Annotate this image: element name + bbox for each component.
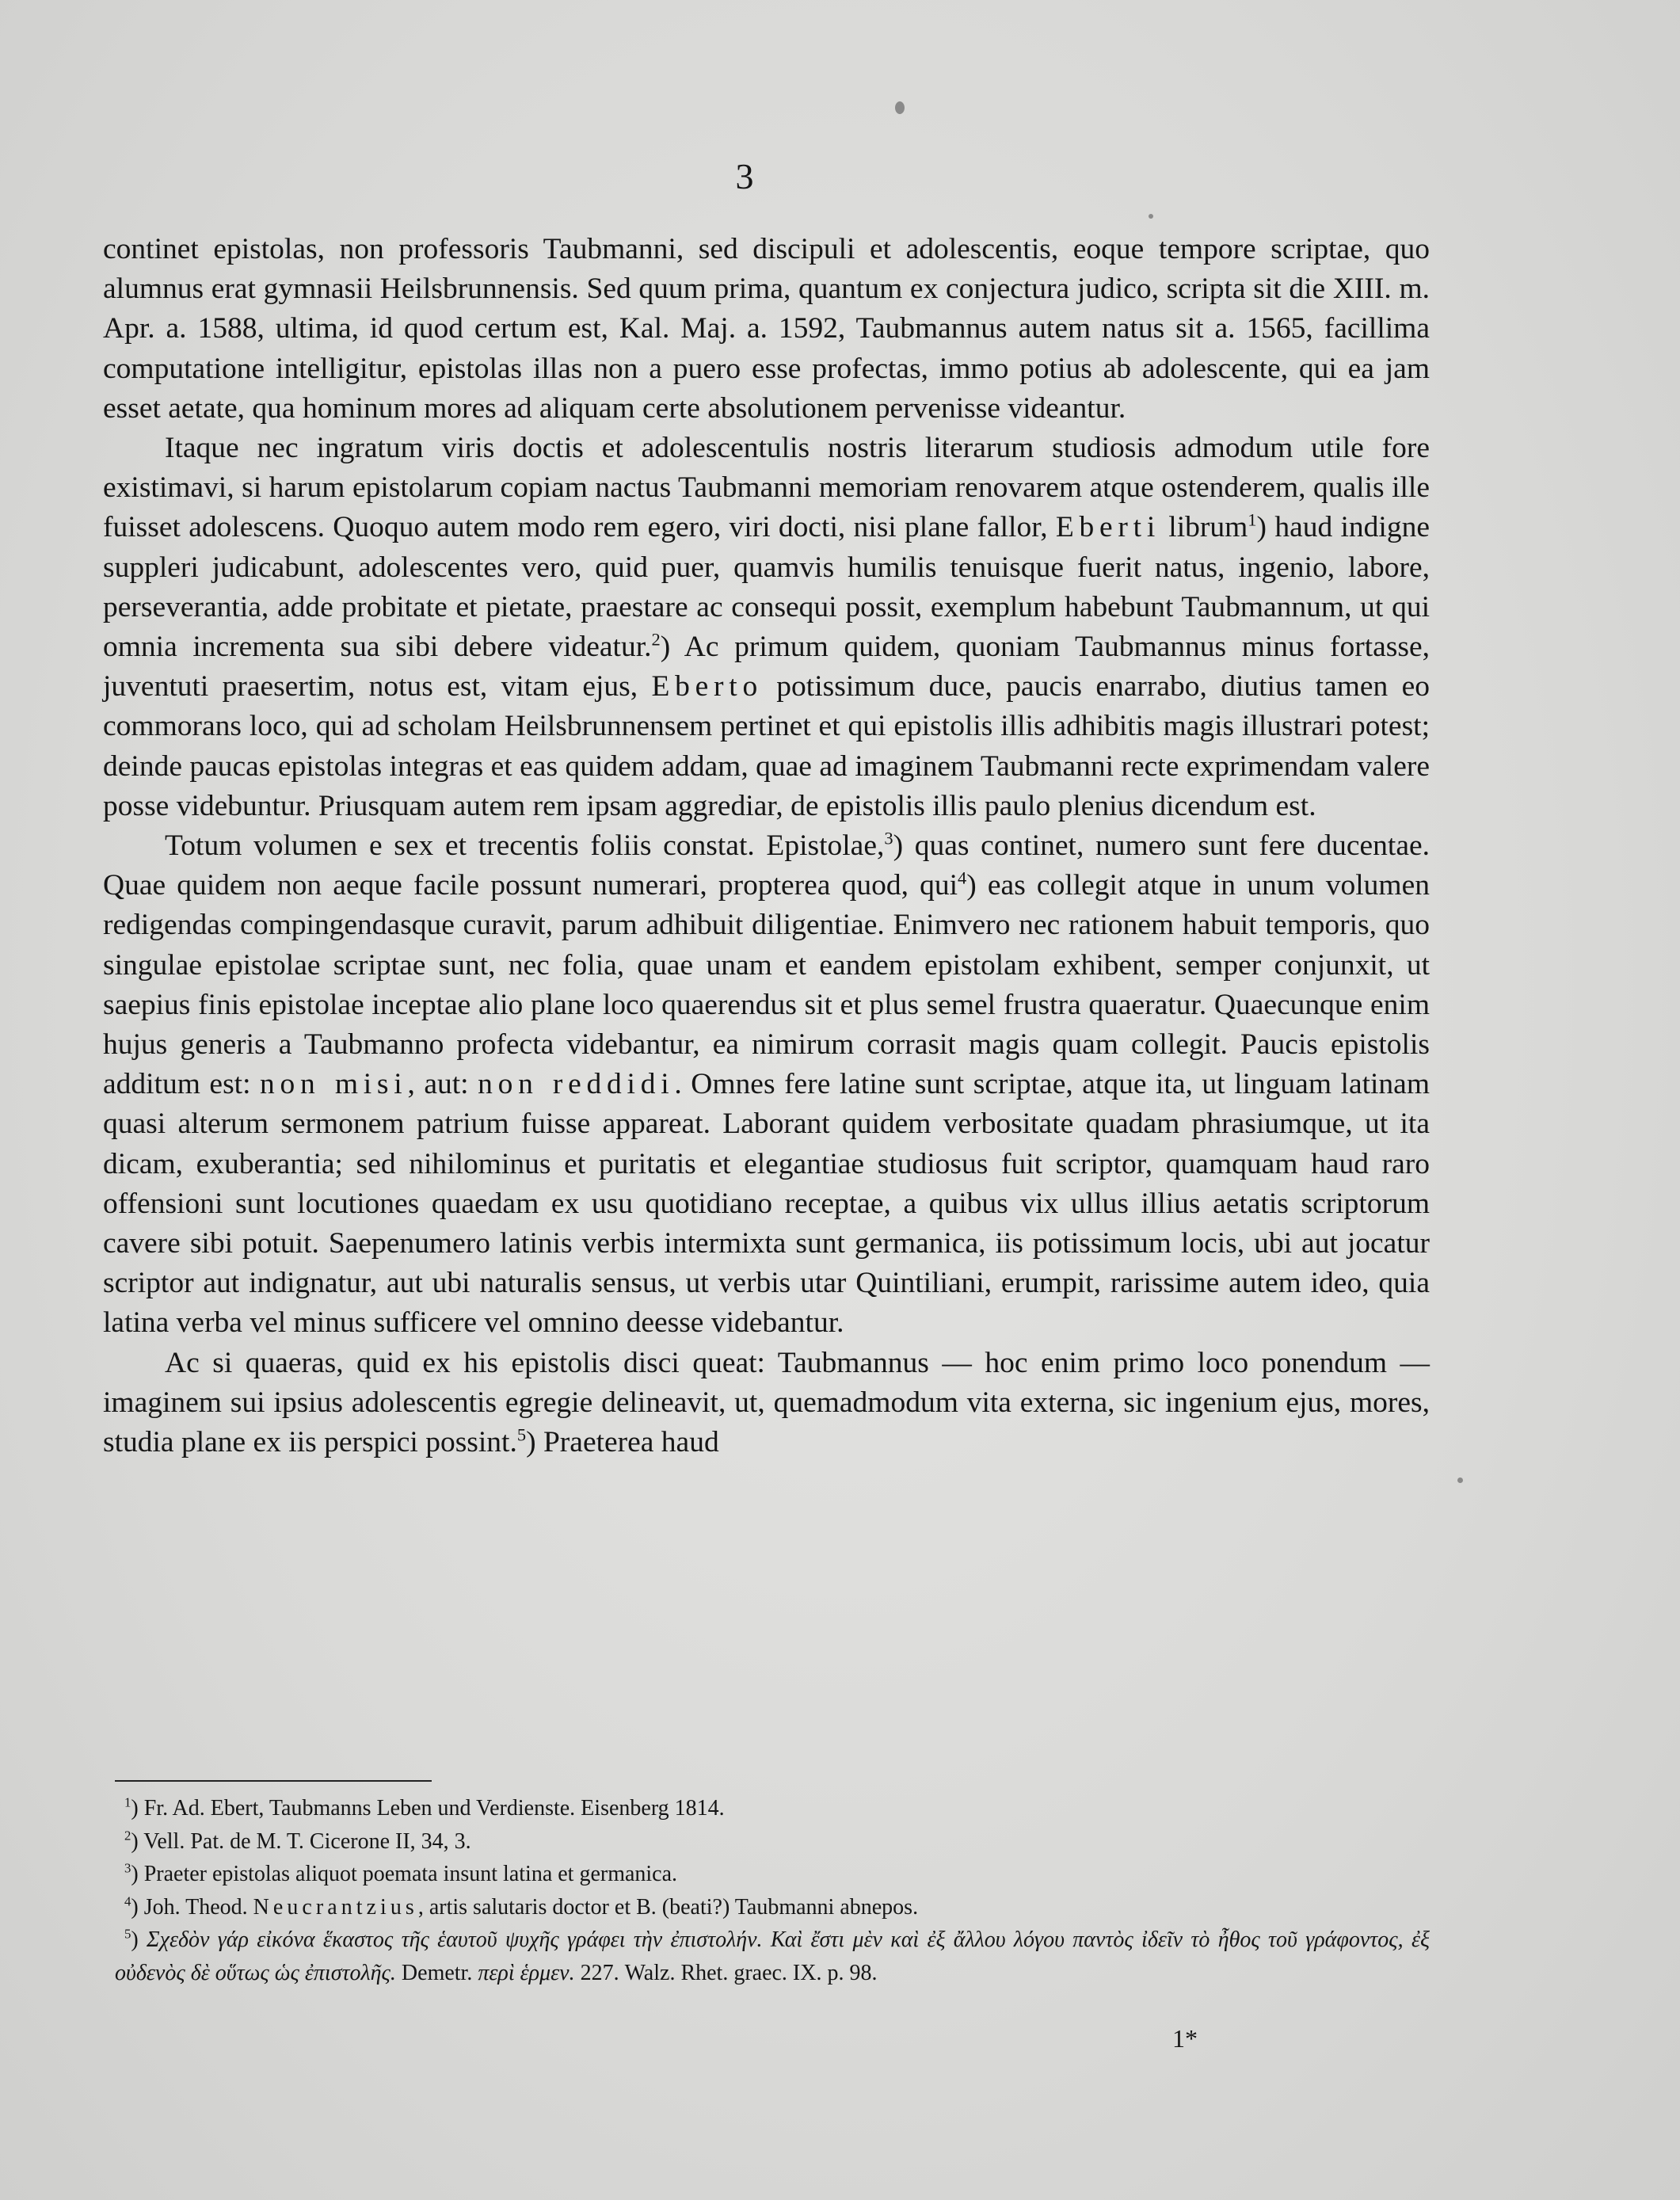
ink-speck (895, 101, 905, 114)
text-run: potissimum duce, paucis enarrabo, diutius tamen eo commorans loco, qui ad scholam Heilsbrunnensem pertinet et qui epistolis illis adhibitis magis illustrari potest; deinde paucas epistolas integras et eas quidem addam, quae ad imaginem Taubmanni recte exprimendam valere posse videbuntur. Priusquam autem rem ipsam aggrediar, de epistolis illis paulo plenius dicendum est. (103, 670, 1430, 822)
footnote-ref-1: 1 (1248, 509, 1257, 530)
page-number: 3 (735, 156, 754, 196)
text-run: ) haud indigne suppleri judicabunt, adolescentes vero, quid puer, quamvis humilis tenuisque fuerit natus, ingenio, labore, perseverantia, adde probitate et pietate, praestare ac consequi possit, exemplum habebunt Taubmannum, ut qui omnia incrementa sua sibi debere videatur. (103, 511, 1430, 664)
footnote-1 (115, 1792, 1430, 1825)
spaced-name-eberto: Eberto (651, 670, 763, 703)
footnotes (115, 1792, 1430, 1989)
ink-speck (1457, 1477, 1463, 1483)
footnote-mark: 1 (124, 1794, 131, 1810)
footnote-4 (115, 1891, 1430, 1924)
paragraph-1: continet epistolas, non professoris Taubmanni, sed discipuli et adolescentis, eoque tempore scriptae, quo alumnus erat gymnasii Heilsbrunnensis. Sed quum prima, quantum ex conjectura judico, scripta sit die XIII. m. Apr. a. 1588, ultima, id quod certum est, Kal. Maj. a. 1592, Taubmannus autem natus sit a. 1565, facillima computatione intelligitur, epistolas illas non a puero esse profectas, immo potius ab adolescente, qui ea jam esset aetate, qua hominum mores ad aliquam certe absolutionem pervenisse videantur. (103, 233, 1430, 425)
footnote-5 (115, 1924, 1430, 1989)
text-run: , aut: (407, 1068, 478, 1101)
ink-speck (1149, 214, 1153, 219)
footnote-ref-3: 3 (884, 828, 893, 848)
paragraph-2 (103, 429, 1430, 826)
footnote-ref-2: 2 (651, 629, 661, 650)
footnote-mark: 3 (124, 1860, 131, 1876)
footnote-mark: 2 (124, 1828, 131, 1844)
main-text (103, 230, 1430, 1462)
text-run: Ac si quaeras, quid ex his epistolis disci queat: Taubmannus — hoc enim primo loco ponendum — imaginem sui ipsius adolescentis egregie delineavit, ut, quemadmodum vita externa, sic ingenium ejus, mores, studia plane ex iis perspici possint. (103, 1346, 1430, 1459)
footnote-mark: 4 (124, 1893, 131, 1909)
text-run: Totum volumen e sex et trecentis foliis constat. Epistolae, (165, 829, 885, 863)
footnote-text: , artis salutaris doctor et B. (beati?) Taubmanni abnepos. (417, 1894, 919, 1920)
footnote-text: Demetr. (395, 1960, 478, 1985)
footnote-divider (115, 1780, 432, 1782)
footnote-ref-5: 5 (516, 1424, 527, 1445)
signature-mark: 1* (1172, 2024, 1198, 2053)
spaced-quote-non-reddidi: non reddidi (478, 1068, 675, 1101)
text-run: ) Ac primum quidem, quoniam Taubmannus minus fortasse, juventuti praesertim, notus est, vitam ejus, (103, 631, 1430, 703)
paragraph-4 (103, 1344, 1430, 1463)
spaced-name-neucrantzius: Neucrantzius (253, 1894, 418, 1920)
text-run: . Omnes fere latine sunt scriptae, atque ita, ut linguam latinam quasi alterum sermonem patrium fuisse appareat. Laborant quidem verbositate quadam phrasiumque, ut ita dicam, exuberantia; sed nihilominus et puritatis et elegantiae studiosus fuit scriptor, quamquam haud raro offensioni sunt locutiones quaedam ex usu quotidiano receptae, a quibus vix ullus illius aetatis scriptorum cavere sibi potuit. Saepenumero latinis verbis intermixta sunt germanica, iis potissimum locis, ubi aut jocatur scriptor aut indignatur, aut ubi naturalis sensus, ut verbis utar Quintiliani, erumpit, rarissime autem ideo, quia latina verba vel minus sufficere vel omnino deesse videbantur. (103, 1068, 1430, 1340)
footnote-3 (115, 1858, 1430, 1891)
text-run: ) eas collegit atque in unum volumen redigendas compingendasque curavit, parum adhibuit diligentiae. Enimvero nec rationem habuit temporis, quo singulae epistolae scriptae sunt, nec folia, quae unam et eandem epistolam exhibent, semper conjunxit, ut saepius finis epistolae inceptae alio plane loco quaerendus sit et plus semel frustra quaeratur. Quaecunque enim hujus generis a Taubmanno profecta videbantur, ea nimirum corrasit magis quam collegit. Paucis epistolis additum est: (103, 869, 1430, 1101)
text-run: Itaque nec ingratum viris doctis et adolescentulis nostris literarum studiosis admodum utile fore existimavi, si harum epistolarum copiam nactus Taubmanni memoriam renovarem atque ostenderem, qualis ille fuisset adolescens. Quoquo autem modo rem egero, viri docti, nisi plane fallor, (103, 432, 1430, 544)
paragraph-3 (103, 826, 1430, 1344)
footnote-text: ) Praeter epistolas aliquot poemata insunt latina et germanica. (131, 1862, 678, 1886)
footnote-2 (115, 1825, 1430, 1859)
footnote-text: ) (131, 1927, 147, 1952)
footnote-ref-4: 4 (958, 867, 967, 888)
spaced-quote-non-misi: non misi (260, 1068, 408, 1101)
footnote-text: ) Joh. Theod. (131, 1894, 253, 1920)
footnote-text: ) Fr. Ad. Ebert, Taubmanns Leben und Verdienste. Eisenberg 1814. (131, 1796, 725, 1821)
text-run: librum (1160, 511, 1248, 544)
greek-title: περὶ ἑρμεν. (478, 1960, 575, 1985)
greek-quote: Σχεδὸν γάρ εἰκόνα ἕκαστος τῆς ἑαυτοῦ ψυχῆς γράφει τὴν ἐπιστολήν. Καὶ ἔστι μὲν καὶ ἐξ ἄλλου λόγου παντὸς ἰδεῖν τὸ ἦθος τοῦ γράφοντος, ἐξ οὐδενὸς δὲ οὕτως ὡς ἐπιστολῆς. (115, 1927, 1430, 1985)
footnote-text: 227. Walz. Rhet. graec. IX. p. 98. (574, 1960, 878, 1985)
text-run: ) Praeterea haud (526, 1426, 719, 1459)
spaced-name-eberti: Eberti (1055, 511, 1161, 544)
text-run: ) quas continet, numero sunt fere ducentae. Quae quidem non aeque facile possunt numerari, propterea quod, qui (103, 829, 1430, 902)
footnote-text: ) Vell. Pat. de M. T. Cicerone II, 34, 3. (131, 1828, 471, 1854)
footnote-mark: 5 (124, 1926, 131, 1942)
